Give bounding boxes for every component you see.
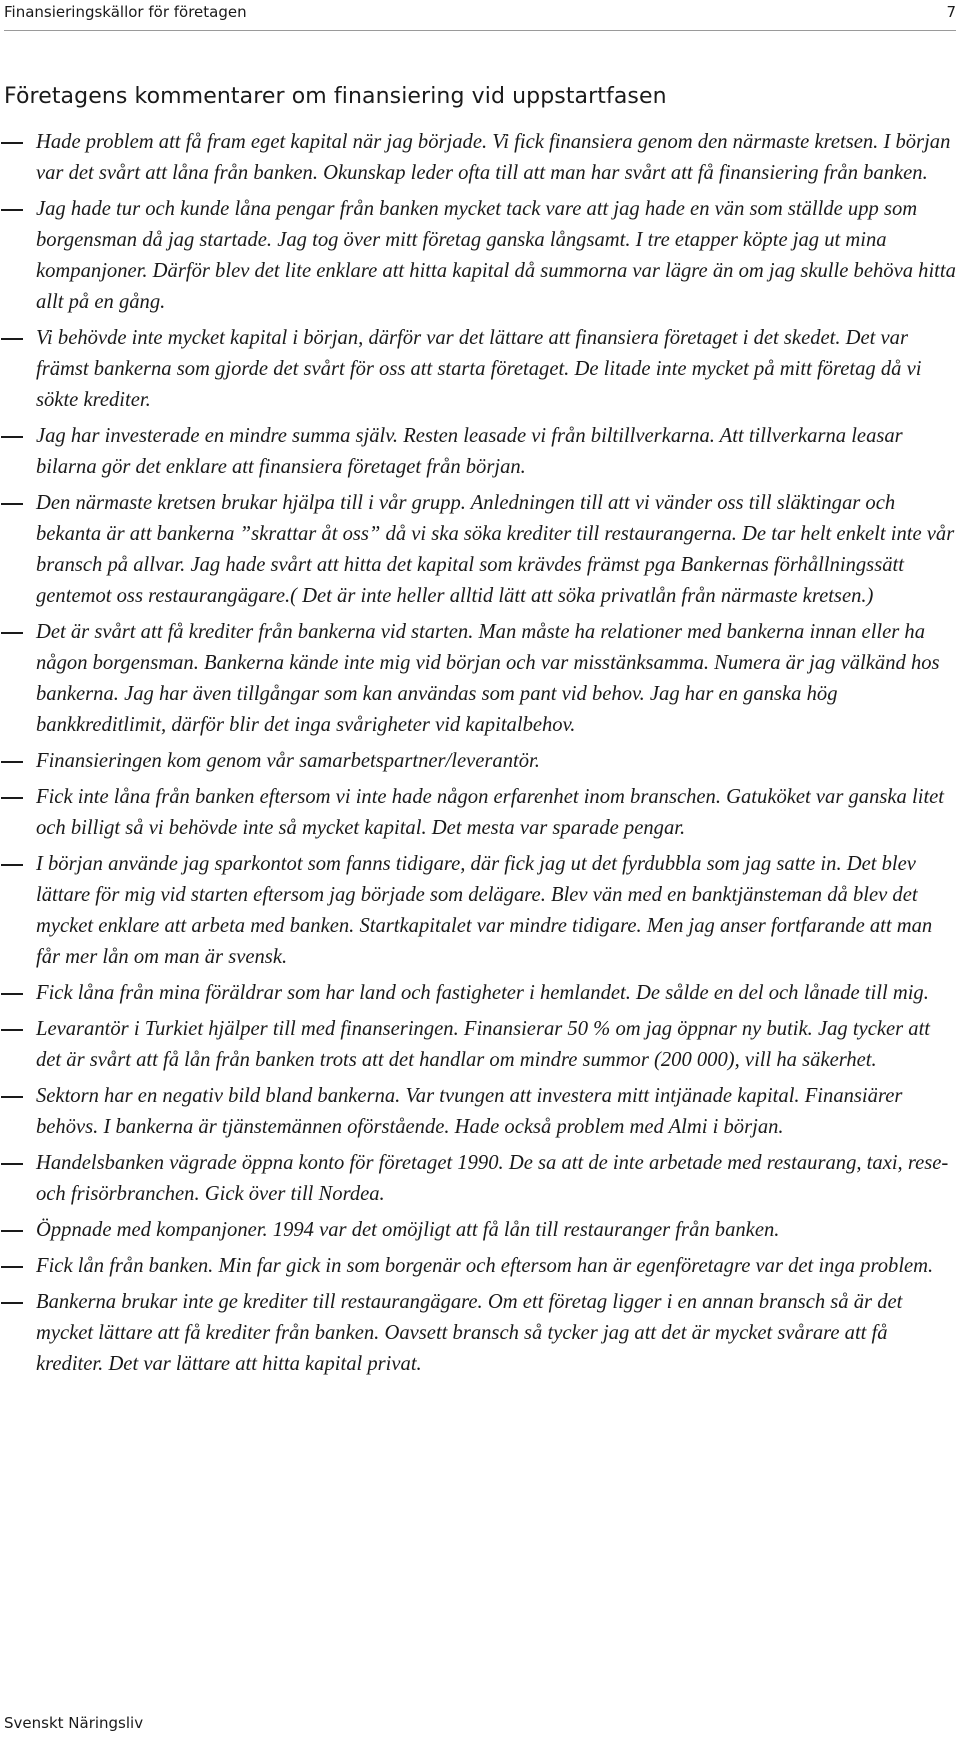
comment-text: Jag har investerade en mindre summa själv. Resten leasade vi från biltillverkarna. Att tillverkarna leasar bilarna gör det enklare att finansiera företaget från början. <box>36 425 903 478</box>
dash-bullet <box>1 1096 23 1098</box>
comment-item <box>0 1014 960 1076</box>
comment-item <box>0 488 960 612</box>
page-number: 7 <box>946 3 956 21</box>
comment-item <box>0 194 960 318</box>
comment-text: Fick lån från banken. Min far gick in som borgenär och eftersom han är egenföretagre var det inga problem. <box>36 1255 934 1277</box>
comment-text: Det är svårt att få krediter från bankerna vid starten. Man måste ha relationer med bankerna innan eller ha någon borgensman. Bankerna kände inte mig vid början och var misstänksamma. Numera är jag välkänd hos bankerna. Jag har även tillgångar som kan användas som pant vid behov. Jag har en ganska hög bankkreditlimit, därför blir det inga svårigheter vid kapitalbehov. <box>36 621 940 736</box>
dash-bullet <box>1 632 23 634</box>
comment-text: Vi behövde inte mycket kapital i början, därför var det lättare att finansiera företaget i det skedet. Det var främst bankerna som gjorde det svårt för oss att starta företaget. De litade inte mycket på mitt företag då vi sökte krediter. <box>36 327 922 411</box>
dash-bullet <box>1 993 23 995</box>
comment-text: I början använde jag sparkontot som fanns tidigare, där fick jag ut det fyrdubbla som jag satte in. Det blev lättare för mig vid starten eftersom jag började som delägare. Blev vän med en banktjänsteman då blev det mycket enklare att arbeta med banken. Startkapitalet var mindre tidigare. Men jag anser fortfarande att man får mer lån om man är svensk. <box>36 853 933 968</box>
running-header <box>4 0 956 31</box>
dash-bullet <box>1 797 23 799</box>
dash-bullet <box>1 1163 23 1165</box>
dash-bullet <box>1 1230 23 1232</box>
comment-item <box>0 323 960 416</box>
comment-list <box>0 127 960 1385</box>
comment-item <box>0 617 960 741</box>
dash-bullet <box>1 761 23 763</box>
comment-text: Hade problem att få fram eget kapital när jag började. Vi fick finansiera genom den närmaste kretsen. I början var det svårt att låna från banken. Okunskap leder ofta till att man har svårt att få finansiering från banken. <box>36 131 951 184</box>
dash-bullet <box>1 436 23 438</box>
comment-text: Den närmaste kretsen brukar hjälpa till i vår grupp. Anledningen till att vi vänder oss till släktingar och bekanta är att bankerna ”skrattar åt oss” då vi ska söka krediter till restaurangerna. De tar helt enkelt inte vår bransch på allvar. Jag hade svårt att hitta det kapital som krävdes främst pga Bankernas förhållningssätt gentemot oss restaurangägare.( Det är inte heller alltid lätt att söka privatlån från närmaste kretsen.) <box>36 492 955 607</box>
dash-bullet <box>1 503 23 505</box>
comment-item <box>0 1287 960 1380</box>
comment-text: Levarantör i Turkiet hjälper till med finanseringen. Finansierar 50 % om jag öppnar ny butik. Jag tycker att det är svårt att få lån från banken trots att det handlar om mindre summor (200 000), vill ha säkerhet. <box>36 1018 931 1071</box>
comment-item <box>0 849 960 973</box>
comment-text: Fick inte låna från banken eftersom vi inte hade någon erfarenhet inom branschen. Gatuköket var ganska litet och billigt så vi behövde inte så mycket kapital. Det mesta var sparade pengar. <box>36 786 945 839</box>
comment-item <box>0 1251 960 1282</box>
comment-item <box>0 978 960 1009</box>
dash-bullet <box>1 209 23 211</box>
dash-bullet <box>1 864 23 866</box>
comment-text: Handelsbanken vägrade öppna konto för företaget 1990. De sa att de inte arbetade med restaurang, taxi, rese- och frisörbranchen. Gick över till Nordea. <box>36 1152 949 1205</box>
comment-item <box>0 1081 960 1143</box>
comment-text: Öppnade med kompanjoner. 1994 var det omöjligt att få lån till restauranger från banken. <box>36 1219 780 1241</box>
section-heading: Företagens kommentarer om finansiering vid uppstartfasen <box>4 84 667 109</box>
dash-bullet <box>1 1029 23 1031</box>
dash-bullet <box>1 142 23 144</box>
comment-item <box>0 421 960 483</box>
comment-item <box>0 127 960 189</box>
comment-item <box>0 1215 960 1246</box>
comment-text: Finansieringen kom genom vår samarbetspartner/leverantör. <box>36 750 540 772</box>
dash-bullet <box>1 1266 23 1268</box>
dash-bullet <box>1 338 23 340</box>
comment-text: Bankerna brukar inte ge krediter till restaurangägare. Om ett företag ligger i en annan bransch så är det mycket lättare att få krediter från banken. Oavsett bransch så tycker jag att det är mycket svårare att få krediter. Det var lättare att hitta kapital privat. <box>36 1291 903 1375</box>
comment-text: Jag hade tur och kunde låna pengar från banken mycket tack vare att jag hade en vän som ställde upp som borgensman då jag startade. Jag tog över mitt företag ganska långsamt. I tre etapper köpte jag ut mina kompanjoner. Därför blev det lite enklare att hitta kapital då summorna var lägre än om jag skulle behöva hitta allt på en gång. <box>36 198 956 313</box>
comment-item <box>0 782 960 844</box>
comment-item <box>0 1148 960 1210</box>
comment-text: Fick låna från mina föräldrar som har land och fastigheter i hemlandet. De sålde en del och lånade till mig. <box>36 982 929 1004</box>
comment-text: Sektorn har en negativ bild bland bankerna. Var tvungen att investera mitt intjänade kapital. Finansiärer behövs. I bankerna är tjänstemännen oförstående. Hade också problem med Almi i början. <box>36 1085 903 1138</box>
document-title: Finansieringskällor för företagen <box>4 3 247 21</box>
dash-bullet <box>1 1302 23 1304</box>
comment-item <box>0 746 960 777</box>
publisher-footer: Svenskt Näringsliv <box>4 1714 144 1732</box>
